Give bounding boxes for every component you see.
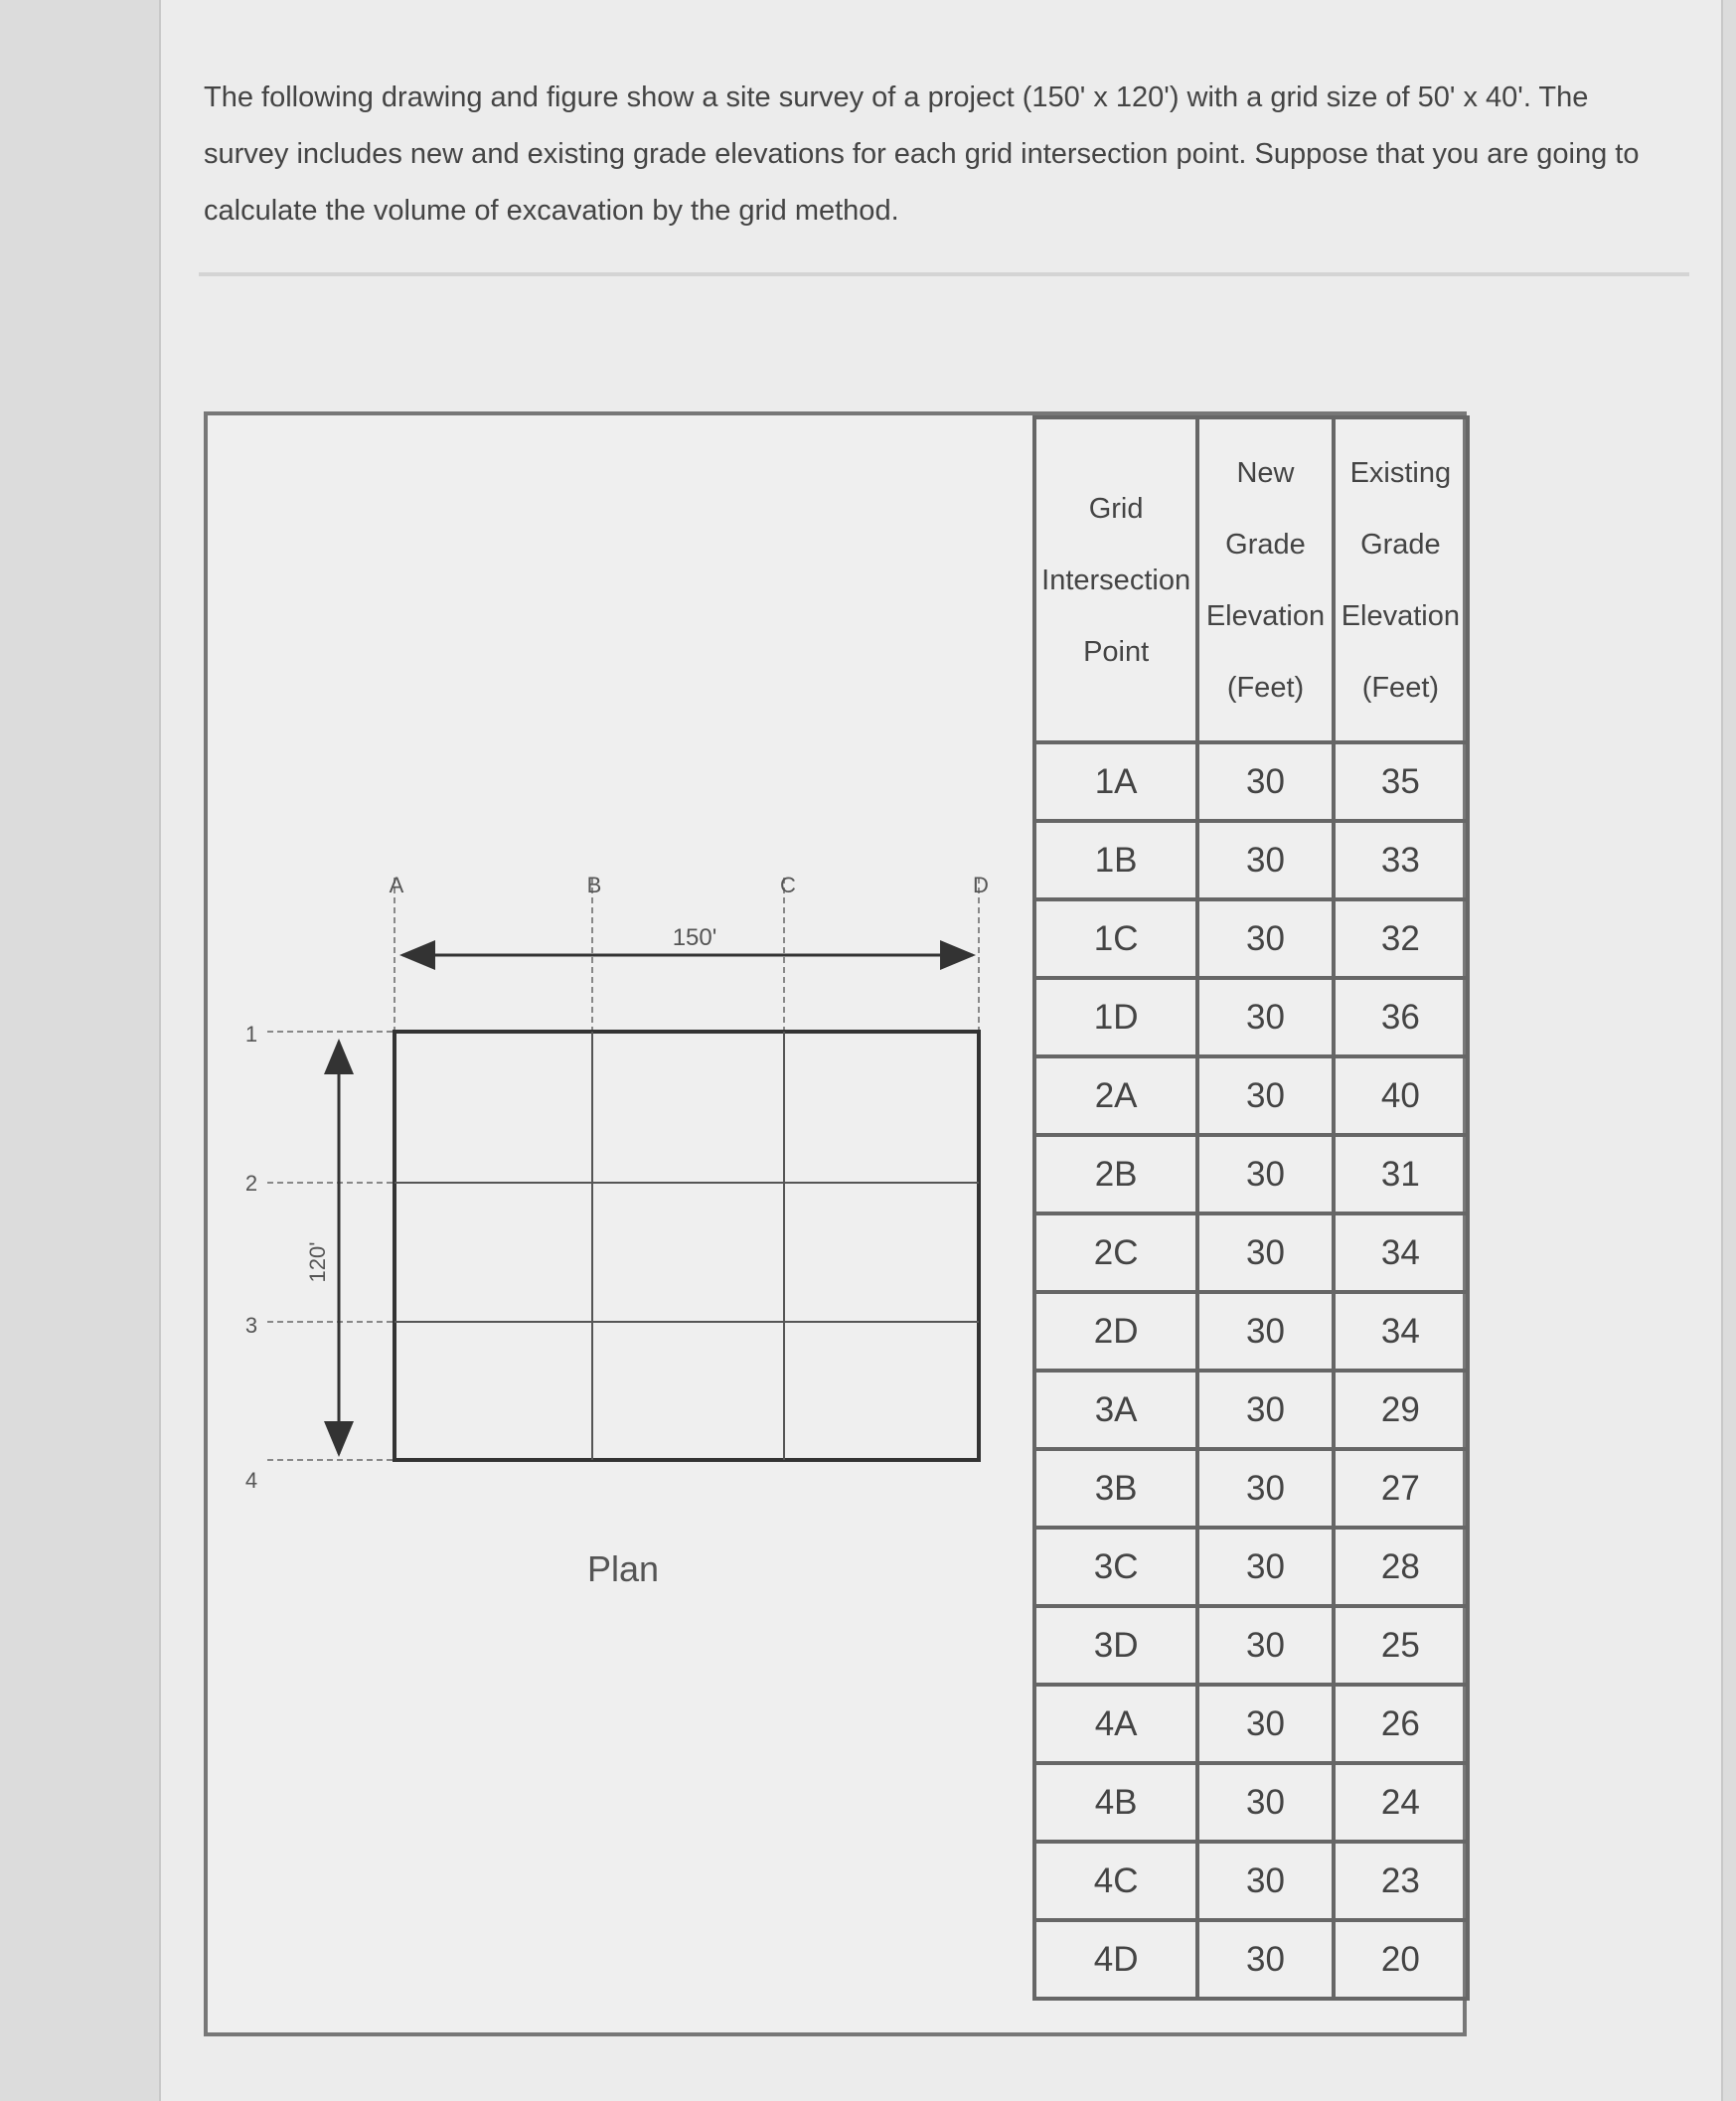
table-row bbox=[1034, 1135, 1468, 1213]
new-grade-cell: 30 bbox=[1197, 1135, 1334, 1213]
header-new-grade: New Grade Elevation (Feet) bbox=[1197, 417, 1334, 742]
existing-grade-cell: 33 bbox=[1334, 821, 1468, 899]
new-grade-cell: 30 bbox=[1197, 1292, 1334, 1371]
row-label-3: 3 bbox=[244, 1313, 258, 1338]
existing-grade-cell: 34 bbox=[1334, 1213, 1468, 1292]
table-row bbox=[1034, 1371, 1468, 1449]
col-label-a: A bbox=[389, 873, 404, 897]
grade-elevation-table bbox=[1032, 415, 1470, 2001]
grid-point-cell: 3D bbox=[1034, 1606, 1197, 1685]
grid-point-cell: 1D bbox=[1034, 978, 1197, 1056]
existing-grade-cell: 20 bbox=[1334, 1920, 1468, 1999]
new-grade-cell: 30 bbox=[1197, 1213, 1334, 1292]
row-label-2: 2 bbox=[244, 1171, 258, 1196]
existing-grade-cell: 32 bbox=[1334, 899, 1468, 978]
table-row bbox=[1034, 821, 1468, 899]
col-label-c: C bbox=[780, 873, 796, 897]
table-row bbox=[1034, 899, 1468, 978]
grid-point-cell: 4A bbox=[1034, 1685, 1197, 1763]
existing-grade-cell: 40 bbox=[1334, 1056, 1468, 1135]
new-grade-cell: 30 bbox=[1197, 1449, 1334, 1528]
width-dimension-label: 150' bbox=[672, 924, 717, 951]
existing-grade-cell: 24 bbox=[1334, 1763, 1468, 1842]
table-row bbox=[1034, 1606, 1468, 1685]
grid-point-cell: 2C bbox=[1034, 1213, 1197, 1292]
grid-point-cell: 1B bbox=[1034, 821, 1197, 899]
site-boundary bbox=[395, 1032, 979, 1460]
plan-drawing bbox=[208, 415, 1032, 2032]
grid-point-cell: 4D bbox=[1034, 1920, 1197, 1999]
table-row bbox=[1034, 1449, 1468, 1528]
header-grid-point: Grid Intersection Point bbox=[1034, 417, 1197, 742]
existing-grade-cell: 23 bbox=[1334, 1842, 1468, 1920]
table-row bbox=[1034, 1213, 1468, 1292]
divider bbox=[199, 272, 1689, 276]
plan-caption: Plan bbox=[586, 1548, 660, 1589]
new-grade-cell: 30 bbox=[1197, 1056, 1334, 1135]
row-label-4: 4 bbox=[244, 1468, 258, 1493]
col-label-d: D bbox=[973, 873, 989, 897]
grid-point-cell: 3A bbox=[1034, 1371, 1197, 1449]
grid-point-cell: 3C bbox=[1034, 1528, 1197, 1606]
new-grade-cell: 30 bbox=[1197, 1528, 1334, 1606]
grid-point-cell: 4C bbox=[1034, 1842, 1197, 1920]
site-survey-figure bbox=[204, 411, 1467, 2036]
table-row bbox=[1034, 742, 1468, 821]
table-row bbox=[1034, 1920, 1468, 1999]
existing-grade-cell: 35 bbox=[1334, 742, 1468, 821]
table-row bbox=[1034, 1528, 1468, 1606]
height-dimension-label: 120' bbox=[305, 1241, 330, 1283]
table-row bbox=[1034, 1685, 1468, 1763]
existing-grade-cell: 28 bbox=[1334, 1528, 1468, 1606]
grid-point-cell: 2B bbox=[1034, 1135, 1197, 1213]
new-grade-cell: 30 bbox=[1197, 978, 1334, 1056]
new-grade-cell: 30 bbox=[1197, 821, 1334, 899]
grid-point-cell: 2D bbox=[1034, 1292, 1197, 1371]
existing-grade-cell: 29 bbox=[1334, 1371, 1468, 1449]
new-grade-cell: 30 bbox=[1197, 742, 1334, 821]
table-row bbox=[1034, 1056, 1468, 1135]
table-row bbox=[1034, 1763, 1468, 1842]
existing-grade-cell: 25 bbox=[1334, 1606, 1468, 1685]
new-grade-cell: 30 bbox=[1197, 1842, 1334, 1920]
col-label-b: B bbox=[586, 873, 602, 897]
existing-grade-cell: 31 bbox=[1334, 1135, 1468, 1213]
grid-point-cell: 3B bbox=[1034, 1449, 1197, 1528]
new-grade-cell: 30 bbox=[1197, 899, 1334, 978]
table-row bbox=[1034, 978, 1468, 1056]
existing-grade-cell: 36 bbox=[1334, 978, 1468, 1056]
grid-point-cell: 4B bbox=[1034, 1763, 1197, 1842]
new-grade-cell: 30 bbox=[1197, 1606, 1334, 1685]
grid-point-cell: 1A bbox=[1034, 742, 1197, 821]
grid-point-cell: 1C bbox=[1034, 899, 1197, 978]
new-grade-cell: 30 bbox=[1197, 1920, 1334, 1999]
table-row bbox=[1034, 1842, 1468, 1920]
existing-grade-cell: 34 bbox=[1334, 1292, 1468, 1371]
existing-grade-cell: 26 bbox=[1334, 1685, 1468, 1763]
header-existing-grade: Existing Grade Elevation (Feet) bbox=[1334, 417, 1468, 742]
existing-grade-cell: 27 bbox=[1334, 1449, 1468, 1528]
new-grade-cell: 30 bbox=[1197, 1685, 1334, 1763]
new-grade-cell: 30 bbox=[1197, 1763, 1334, 1842]
row-label-1: 1 bbox=[244, 1022, 258, 1047]
table-header-row bbox=[1034, 417, 1468, 742]
table-row bbox=[1034, 1292, 1468, 1371]
new-grade-cell: 30 bbox=[1197, 1371, 1334, 1449]
question-text: The following drawing and figure show a site survey of a project (150' x 120') with a grid size of 50' x 40'. The survey includes new and existing grade elevations for each grid intersection point. Suppose that you are going to calculate the volume of excavation by the grid method. bbox=[204, 81, 1640, 227]
grid-point-cell: 2A bbox=[1034, 1056, 1197, 1135]
